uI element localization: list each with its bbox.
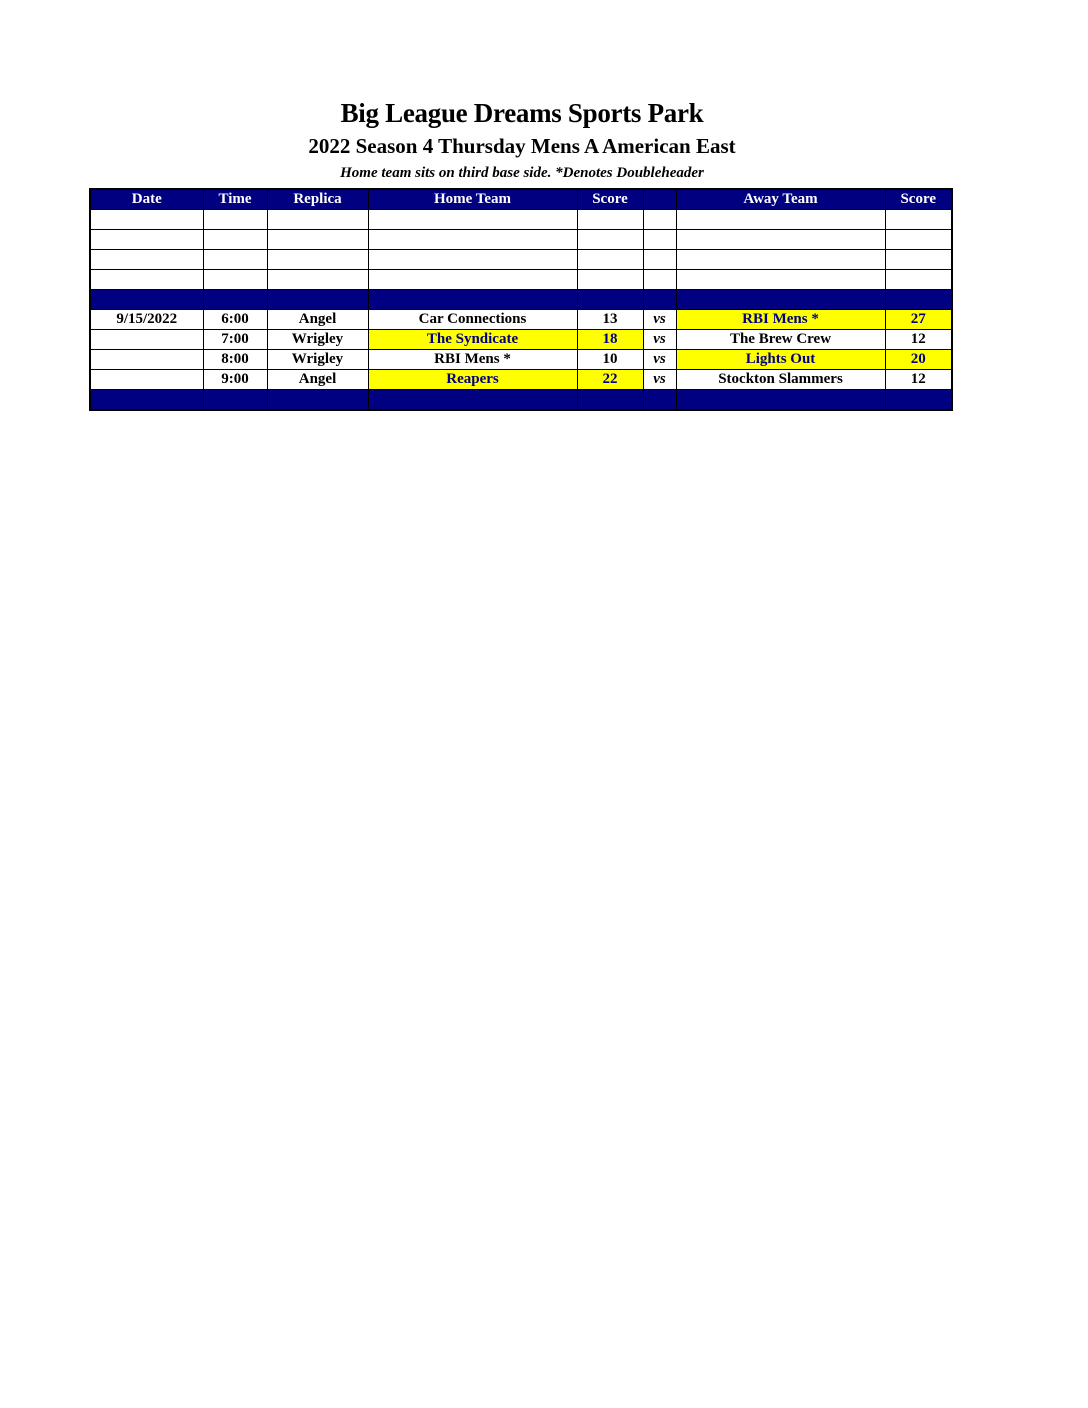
away-team: Stockton Slammers [676,370,885,390]
schedule-note: Home team sits on third base side. *Denotes Doubleheader [340,165,704,181]
separator-band [90,290,952,310]
column-header-away-team: Away Team [676,189,885,210]
game-date: 9/15/2022 [90,310,203,330]
game-row [90,350,952,370]
column-header-date: Date [90,189,203,210]
game-date [90,330,203,350]
vs-label: vs [643,310,676,330]
separator-band [90,390,952,411]
empty-row [90,270,952,290]
home-score: 18 [577,330,643,350]
game-row [90,310,952,330]
game-replica: Angel [267,310,368,330]
vs-label: vs [643,350,676,370]
home-score: 22 [577,370,643,390]
empty-row [90,250,952,270]
home-score: 13 [577,310,643,330]
vs-label: vs [643,330,676,350]
empty-row [90,230,952,250]
game-replica: Wrigley [267,330,368,350]
schedule-table [89,188,953,411]
column-header-vs [643,189,676,210]
home-team: The Syndicate [368,330,577,350]
page-title: Big League Dreams Sports Park [340,98,704,128]
away-score: 12 [885,330,952,350]
home-team: Car Connections [368,310,577,330]
game-date [90,350,203,370]
game-replica: Angel [267,370,368,390]
column-header-home-team: Home Team [368,189,577,210]
empty-row [90,210,952,230]
column-header-replica: Replica [267,189,368,210]
home-team: Reapers [368,370,577,390]
game-row [90,330,952,350]
column-header-home-score: Score [577,189,643,210]
table-header-row [90,189,952,210]
game-time: 9:00 [203,370,267,390]
game-time: 7:00 [203,330,267,350]
away-team: The Brew Crew [676,330,885,350]
page-subtitle: 2022 Season 4 Thursday Mens A American East [308,134,736,158]
away-score: 20 [885,350,952,370]
column-header-time: Time [203,189,267,210]
away-team: RBI Mens * [676,310,885,330]
vs-label: vs [643,370,676,390]
away-score: 12 [885,370,952,390]
away-team: Lights Out [676,350,885,370]
column-header-away-score: Score [885,189,952,210]
game-time: 8:00 [203,350,267,370]
home-team: RBI Mens * [368,350,577,370]
away-score: 27 [885,310,952,330]
home-score: 10 [577,350,643,370]
game-replica: Wrigley [267,350,368,370]
game-time: 6:00 [203,310,267,330]
game-row [90,370,952,390]
game-date [90,370,203,390]
